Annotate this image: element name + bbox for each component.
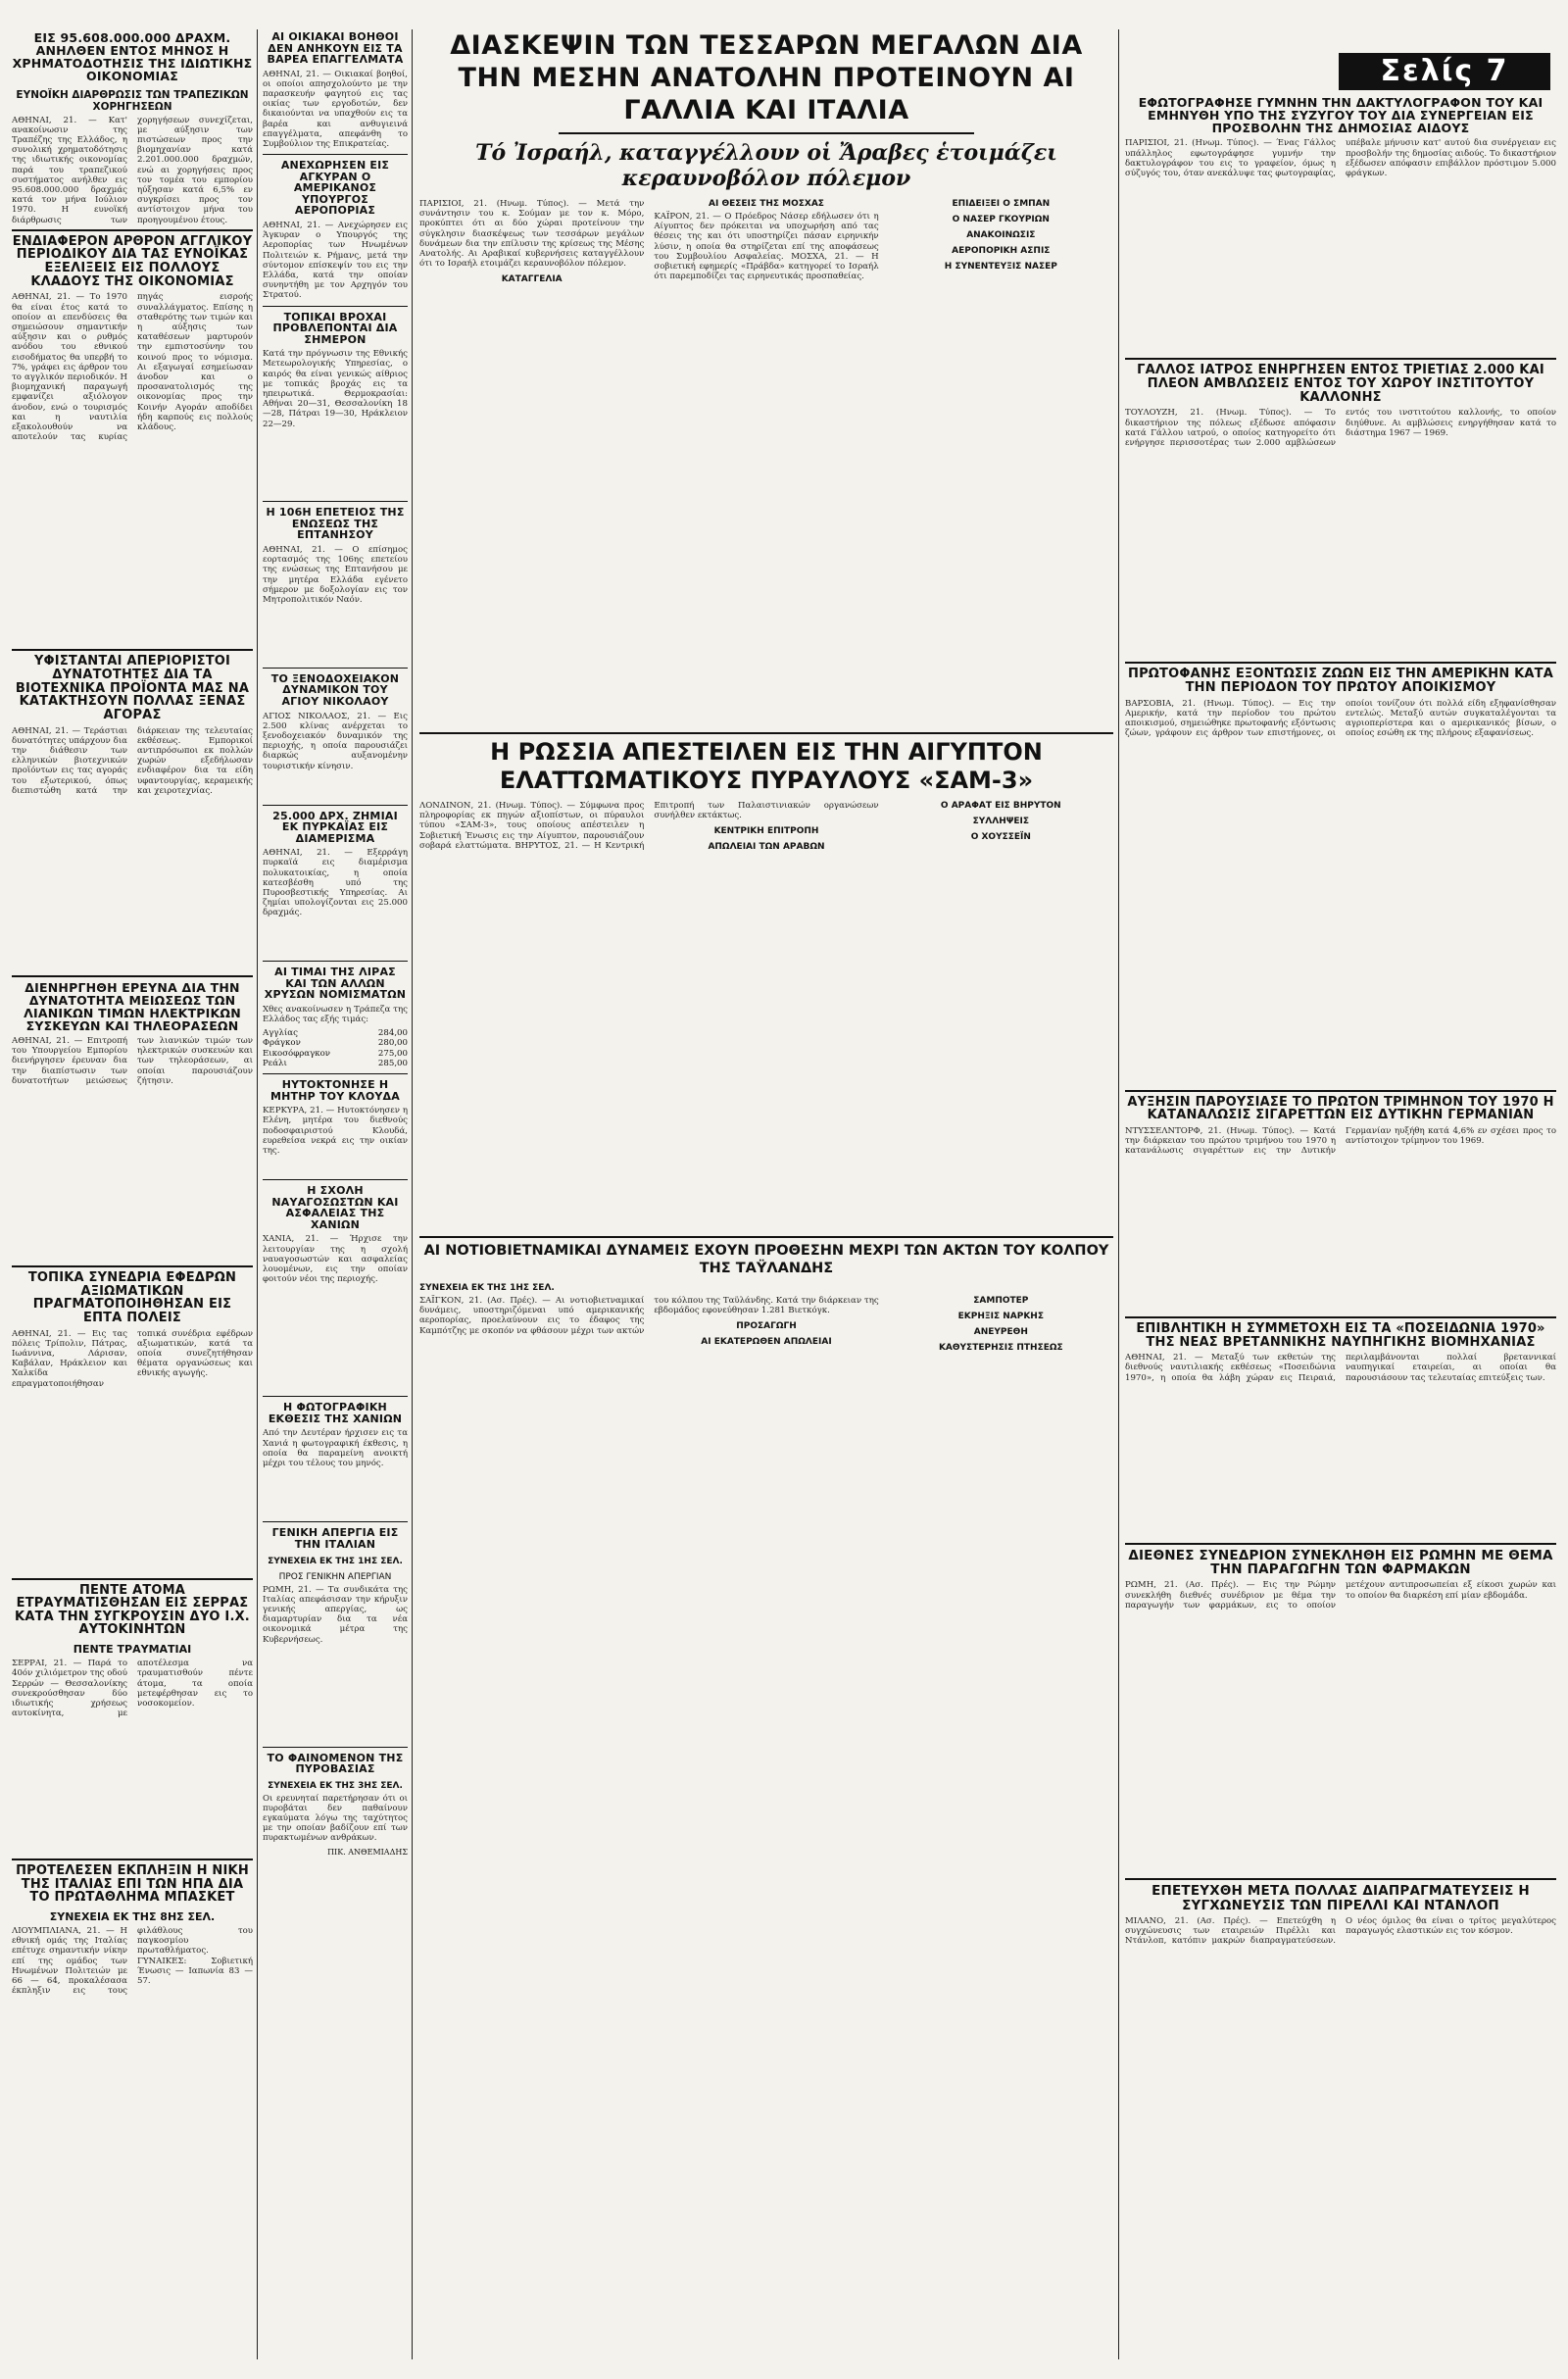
headline: ΤΟΠΙΚΑ ΣΥΝΕΔΡΙΑ ΕΦΕΔΡΩΝ ΑΞΙΩΜΑΤΙΚΩΝ ΠΡΑΓΜΑΤΟΠΟΙΗΘΗΣΑΝ ΕΙΣ ΕΠΤΑ ΠΟΛΕΙΣ bbox=[27, 1270, 237, 1325]
center-block bbox=[419, 29, 1113, 2362]
coin-price: 280,00 bbox=[377, 1038, 408, 1049]
article-body: ΠΑΡΙΣΙΟΙ, 21. (Ηνωμ. Τύπος). — Ένας Γάλλος υπάλληλος εφωτογράφησε γυμνήν την δακτυλογράφον του εις το γραφείον, όμως η σύζυγός του, όταν ανεκάλυψε τας φωτογραφίας, υπέβαλε μήνυσιν κατ' αυτού δια συνέργειαν εις προσβολήν της δημοσίας αιδούς. Το δικαστήριον εξέδωσεν απόφασιν επιβάλλον πρόστιμον 5.000 φράγκων. bbox=[1125, 138, 1556, 178]
gold-price-table bbox=[263, 1028, 408, 1068]
article-body: ΣΑΪΓΚΟΝ, 21. (Ασ. Πρές). — Αι νοτιοβιετναμικαί δυνάμεις, υποστηριζόμεναι υπό αμερικανικής αεροπορίας, προελαύνουν εις το έδαφος της Καμπότζης με σκοπόν να φθάσουν μέχρι των ακτών του κόλπου της Ταϋλάνδης. Κατά την διάρκειαν της εβδομάδος εφονεύθησαν 1.281 Βιετκόγκ. bbox=[419, 1296, 879, 1336]
headline: ΤΟ ΦΑΙΝΟΜΕΝΟΝ ΤΗΣ ΠΥΡΟΒΑΣΙΑΣ bbox=[267, 1751, 404, 1776]
coin-name: Ρεάλι bbox=[263, 1058, 287, 1068]
subheadline: ΑΝΑΚΟΙΝΩΣΙΣ bbox=[966, 230, 1036, 240]
subheadline: ΕΥΝΟΪΚΗ ΔΙΑΡΘΡΩΣΙΣ ΤΩΝ ΤΡΑΠΕΖΙΚΩΝ ΧΟΡΗΓΗΣΕΩΝ bbox=[16, 88, 249, 113]
article-body: ΣΕΡΡΑΙ, 21. — Παρά το 40όν χιλιόμετρον της οδού Σερρών — Θεσσαλονίκης συνεκρούσθησαν δύο ιδιωτικής χρήσεως αυτοκίνητα, με αποτέλεσμα να τραυματισθούν πέντε άτομα, τα οποία μετεφέρθησαν εις το νοσοκομείον. bbox=[12, 1659, 253, 1719]
article-body: Χθες ανακοίνωσεν η Τράπεζα της Ελλάδος τας εξής τιμάς: bbox=[263, 1004, 408, 1025]
headline: ΓΕΝΙΚΗ ΑΠΕΡΓΙΑ ΕΙΣ ΤΗΝ ΙΤΑΛΙΑΝ bbox=[271, 1526, 399, 1551]
main-article bbox=[419, 199, 1113, 728]
subheadline: ΚΕΝΤΡΙΚΗ ΕΠΙΤΡΟΠΗ bbox=[713, 826, 819, 837]
main-headline: ΔΙΑΣΚΕΨΙΝ ΤΩΝ ΤΕΣΣΑΡΩΝ ΜΕΓΑΛΩΝ ΔΙΑ ΤΗΝ ΜΕΣΗΝ ΑΝΑΤΟΛΗΝ ΠΡΟΤΕΙΝΟΥΝ ΑΙ ΓΑΛΛΙΑ ΚΑΙ ΙΤΑΛΙΑ bbox=[450, 30, 1083, 125]
subheadline: Ο ΑΡΑΦΑΤ ΕΙΣ ΒΗΡΥΤΟΝ bbox=[940, 801, 1061, 811]
subheadline: Η ΣΥΝΕΝΤΕΥΞΙΣ ΝΑΣΕΡ bbox=[944, 262, 1057, 272]
headline: 25.000 ΔΡΧ. ΖΗΜΙΑΙ ΕΚ ΠΥΡΚΑΪΑΣ ΕΙΣ ΔΙΑΜΕΡΙΣΜΑ bbox=[272, 809, 398, 845]
article-body: ΚΑΪΡΟΝ, 21. — Ο Πρόεδρος Νάσερ εδήλωσεν ότι η Αίγυπτος δεν πρόκειται να υποχωρήση από τας θέσεις της και ότι υποστηρίζει πάσαν ειρηνικήν λύσιν, η οποία θα στηρίζεται επί της αποφάσεως του Συμβουλίου Ασφαλείας. ΜΟΣΧΑ, 21. — Η σοβιετική εφημερίς «Πράβδα» κατηγορεί το Ισραήλ ότι παρεμποδίζει τας ειρηνευτικάς προσπαθείας. bbox=[654, 212, 879, 282]
subheadline: ΣΥΝΕΧΕΙΑ ΕΚ ΤΗΣ 3ΗΣ ΣΕΛ. bbox=[268, 1780, 403, 1791]
gold-price-row bbox=[263, 1038, 408, 1048]
article-body: ΡΩΜΗ, 21. — Τα συνδικάτα της Ιταλίας απεφάσισαν την κήρυξιν γενικής απεργίας, ως διαμαρτυρίαν δια τα νέα οικονομικά μέτρα της Κυβερνήσεως. bbox=[263, 1584, 408, 1645]
article-body: ΑΘΗΝΑΙ, 21. — Κατ' ανακοίνωσιν της Τραπέζης της Ελλάδος, η συνολική χρηματοδότησις της ιδιωτικής οικονομίας παρά του τραπεζικού συστήματος ανήλθεν εις 95.608.000.000 δραχμάς κατά τον μήνα Ιούλιον 1970. Η ευνοϊκή διάρθρωσις των χορηγήσεων συνεχίζεται, με αύξησιν των πιστώσεων προς την βιομηχανίαν κατά 2.201.000.000 δραχμών, ενώ αι χορηγήσεις προς τον τομέα του εμπορίου ηύξησαν κατά 6,5% εν συγκρίσει προς τον αντίστοιχον μήνα του προηγουμένου έτους. bbox=[12, 115, 253, 225]
headline: ΑΥΞΗΣΙΝ ΠΑΡΟΥΣΙΑΣΕ ΤΟ ΠΡΩΤΟΝ ΤΡΙΜΗΝΟΝ ΤΟΥ 1970 Η ΚΑΤΑΝΑΛΩΣΙΣ ΣΙΓΑΡΕΤΤΩΝ ΕΙΣ ΔΥΤΙΚΗΝ ΓΕΡΜΑΝΙΑΝ bbox=[1127, 1094, 1554, 1123]
subheadline: ΚΑΘΥΣΤΕΡΗΣΙΣ ΠΤΗΣΕΩΣ bbox=[938, 1343, 1063, 1353]
article-body: ΑΘΗΝΑΙ, 21. — Επιτροπή του Υπουργείου Εμπορίου διενήργησεν έρευναν δια την διαπίστωσιν των δυνατοτήτων μειώσεως των λιανικών τιμών των ηλεκτρικών συσκευών και των τηλεοράσεων, αι οποίαι παρουσιάζουν ζήτησιν. bbox=[12, 1036, 253, 1086]
article-body: Από την Δευτέραν ήρχισεν εις τα Χανιά η φωτογραφική έκθεσις, η οποία θα παραμείνη ανοικτή μέχρι του τέλους του μηνός. bbox=[263, 1428, 408, 1469]
article-body: ΑΘΗΝΑΙ, 21. — Μεταξύ των εκθετών της διεθνούς ναυτιλιακής εκθέσεως «Ποσειδώνια 1970», η οποία θα λάβη χώραν εις Πειραιά, περιλαμβάνονται πολλαί βρεταννικαί ναυπηγικαί εταιρείαι, αι οποίαι θα παρουσιάσουν τας τελευταίας επιτεύξεις των. bbox=[1125, 1353, 1556, 1383]
page-number-label: Σελίς 7 bbox=[1339, 53, 1550, 90]
subheadline: ΑΕΡΟΠΟΡΙΚΗ ΑΣΠΙΣ bbox=[952, 246, 1051, 256]
third-article bbox=[419, 1296, 1113, 1806]
article-body: ΒΑΡΣΟΒΙΑ, 21. (Ηνωμ. Τύπος). — Εις την Αμερικήν, κατά την περίοδον του πρώτου αποικισμού, σημειώθηκε πρωτοφανής εξόντωσις ζώων, γράφουν εις άρθρον των επιστήμονες, οι οποίοι τονίζουν ότι πολλά είδη εξηφανίσθησαν εντελώς. Μεταξύ αυτών συγκαταλέγονται τα αγριοπερίστερα και ο αμερικανικός βίσων, ο οποίος εσώθη εκ της πλήρους εξαφανίσεως. bbox=[1125, 698, 1556, 739]
article-body: ΛΟΝΔΙΝΟΝ, 21. (Ηνωμ. Τύπος). — Σύμφωνα προς πληροφορίας εκ πηγών αξιοπίστων, οι πύραυλοι τύπου «ΣΑΜ-3», τους οποίους απέστειλεν η Σοβιετική Ένωσις εις την Αίγυπτον, παρουσιάζουν σοβαρά ελαττώματα. ΒΗΡΥΤΟΣ, 21. — Η Κεντρική Επιτροπή των Παλαιστινιακών οργανώσεων συνήλθεν εκτάκτως. bbox=[419, 801, 879, 851]
subheadline: ΑΠΩΛΕΙΑΙ ΤΩΝ ΑΡΑΒΩΝ bbox=[708, 842, 825, 853]
subheadline: ΕΚΡΗΞΙΣ ΝΑΡΚΗΣ bbox=[957, 1312, 1044, 1321]
headline: Η ΦΩΤΟΓΡΑΦΙΚΗ ΕΚΘΕΣΙΣ ΤΗΣ ΧΑΝΙΩΝ bbox=[268, 1401, 403, 1425]
coin-name: Φράγκον bbox=[263, 1038, 301, 1049]
headline: ΤΟ ΞΕΝΟΔΟΧΕΙΑΚΟΝ ΔΥΝΑΜΙΚΟΝ ΤΟΥ ΑΓΙΟΥ ΝΙΚΟΛΑΟΥ bbox=[270, 671, 400, 708]
article-body: ΜΙΛΑΝΟ, 21. (Ασ. Πρές). — Επετεύχθη η συγχώνευσις των εταιρειών Πιρέλλι και Ντάνλοπ, κατόπιν μακρών διαπραγματεύσεων. Ο νέος όμιλος θα είναι ο τρίτος μεγαλύτερος παραγωγός ελαστικών εις τον κόσμον. bbox=[1125, 1915, 1556, 1947]
headline: ΕΦΩΤΟΓΡΑΦΗΣΕ ΓΥΜΝΗΝ ΤΗΝ ΔΑΚΤΥΛΟΓΡΑΦΟΝ ΤΟΥ ΚΑΙ ΕΜΗΝΥΘΗ ΥΠΟ ΤΗΣ ΣΥΖΥΓΟΥ ΤΟΥ ΔΙΑ ΣΥΝΕΡΓΕΙΑΝ ΕΙΣ ΠΡΟΣΒΟΛΗΝ ΤΗΣ ΔΗΜΟΣΙΑΣ ΑΙΔΟΥΣ bbox=[1138, 95, 1544, 136]
subheadline: ΣΥΝΕΧΕΙΑ ΕΚ ΤΗΣ 8ΗΣ ΣΕΛ. bbox=[49, 1910, 216, 1924]
headline: ΑΙ ΤΙΜΑΙ ΤΗΣ ΛΙΡΑΣ ΚΑΙ ΤΩΝ ΑΛΛΩΝ ΧΡΥΣΩΝ ΝΟΜΙΣΜΑΤΩΝ bbox=[264, 966, 407, 1002]
headline: ΑΙ ΟΙΚΙΑΚΑΙ ΒΟΗΘΟΙ ΔΕΝ ΑΝΗΚΟΥΝ ΕΙΣ ΤΑ ΒΑΡΕΑ ΕΠΑΓΓΕΛΜΑΤΑ bbox=[267, 30, 404, 67]
column-2 bbox=[263, 29, 408, 2362]
byline: ΠΙΚ. ΑΝΘΕΜΙΑΔΗΣ bbox=[327, 1847, 408, 1857]
headline: ΕΙΣ 95.608.000.000 ΔΡΑΧΜ. ΑΝΗΛΘΕΝ ΕΝΤΟΣ ΜΗΝΟΣ Η ΧΡΗΜΑΤΟΔΟΤΗΣΙΣ ΤΗΣ ΙΔΙΩΤΙΚΗΣ ΟΙΚΟΝΟΜΙΑΣ bbox=[12, 30, 253, 84]
column-rule bbox=[412, 29, 413, 2359]
subheadline: ΕΠΙΔΕΙΞΕΙ Ο ΣΜΠΑΝ bbox=[952, 199, 1051, 209]
article-body: Κατά την πρόγνωσιν της Εθνικής Μετεωρολογικής Υπηρεσίας, ο καιρός θα είναι γενικώς αίθριος με τοπικάς βροχάς εις τα ηπειρωτικά. Θερμοκρασίαι: Αθήναι 20—31, Θεσσαλονίκη 18—28, Πάτραι 19—30, Ηράκλειον 22—29. bbox=[263, 349, 408, 429]
article-body: ΡΩΜΗ, 21. (Ασ. Πρές). — Εις την Ρώμην συνεκλήθη διεθνές συνέδριον με θέμα την παραγωγήν των φαρμάκων, εις το οποίον μετέχουν αντιπροσωπείαι εξ είκοσι χωρών και το οποίον θα διαρκέση επί μίαν εβδομάδα. bbox=[1125, 1580, 1556, 1611]
subheadline: ΣΥΝΕΧΕΙΑ ΕΚ ΤΗΣ 1ΗΣ ΣΕΛ. bbox=[419, 1283, 555, 1293]
column-right bbox=[1125, 94, 1556, 2363]
subheadline: ΑΙ ΕΚΑΤΕΡΩΘΕΝ ΑΠΩΛΕΙΑΙ bbox=[701, 1337, 832, 1348]
subheadline: ΣΥΝΕΧΕΙΑ ΕΚ ΤΗΣ 1ΗΣ ΣΕΛ. bbox=[268, 1556, 403, 1566]
coin-price: 285,00 bbox=[377, 1058, 408, 1068]
headline: ΔΙΕΝΗΡΓΗΘΗ ΕΡΕΥΝΑ ΔΙΑ ΤΗΝ ΔΥΝΑΤΟΤΗΤΑ ΜΕΙΩΣΕΩΣ ΤΩΝ ΛΙΑΝΙΚΩΝ ΤΙΜΩΝ ΗΛΕΚΤΡΙΚΩΝ ΣΥΣΚΕΥΩΝ ΚΑΙ ΤΗΛΕΟΡΑΣΕΩΝ bbox=[24, 979, 241, 1033]
subheadline: ΣΥΛΛΗΨΕΙΣ bbox=[972, 817, 1030, 826]
coin-name: Εικοσόφραγκον bbox=[263, 1048, 331, 1059]
article-body: ΑΘΗΝΑΙ, 21. — Το 1970 θα είναι έτος κατά το οποίον αι επενδύσεις θα σημειώσουν σημαντικήν αύξησιν και ο ρυθμός ανόδου του εθνικού εισοδήματος θα υπερβή το 7%, γράφει εις άρθρον του το αγγλικόν περιοδικόν. Η βιομηχανική παραγωγή εμφανίζει αξιόλογον άνοδον, ενώ ο τουρισμός και η ναυτιλία εξακολουθούν να αποτελούν τας κυρίας πηγάς εισροής συναλλάγματος. Επίσης η σταθερότης των τιμών και η αύξησις των καταθέσεων μαρτυρούν την εμπιστοσύνην του κοινού προς το νόμισμα. Αι εξαγωγαί εσημείωσαν άνοδον και ο προσανατολισμός της οικονομίας προς την Κοινήν Αγοράν αποδίδει ήδη καρπούς εις πολλούς κλάδους. bbox=[12, 292, 253, 443]
gold-price-row bbox=[263, 1049, 408, 1059]
subheadline: ΚΑΤΑΓΓΕΛΙΑ bbox=[501, 274, 563, 285]
article-body: ΑΘΗΝΑΙ, 21. — Εις τας πόλεις Τρίπολιν, Πάτρας, Ιωάννινα, Λάρισαν, Καβάλαν, Ηράκλειον και Χαλκίδα επραγματοποιήθησαν τοπικά συνέδρια εφέδρων αξιωματικών, κατά τα οποία συνεζητήθησαν θέματα οργανώσεως και εθνικής αγωγής. bbox=[12, 1328, 253, 1389]
main-subheadline: Τό Ἰσραήλ, καταγγέλλουν οἱ Ἄραβες ἑτοιμάζει κεραυνοβόλον πόλεμον bbox=[475, 140, 1057, 191]
headline: ΥΦΙΣΤΑΝΤΑΙ ΑΠΕΡΙΟΡΙΣΤΟΙ ΔΥΝΑΤΟΤΗΤΕΣ ΔΙΑ ΤΑ ΒΙΟΤΕΧΝΙΚΑ ΠΡΟΪΟΝΤΑ ΜΑΣ ΝΑ ΚΑΤΑΚΤΗΣΟΥΝ ΠΟΛΛΑΣ ΞΕΝΑΣ ΑΓΟΡΑΣ bbox=[15, 654, 250, 722]
article-body: ΑΘΗΝΑΙ, 21. — Εξερράγη πυρκαϊά εις διαμέρισμα πολυκατοικίας, η οποία κατεσβέσθη υπό της Πυροσβεστικής Υπηρεσίας. Αι ζημίαι υπολογίζονται εις 25.000 δραχμάς. bbox=[263, 848, 408, 918]
gold-price-row bbox=[263, 1059, 408, 1068]
subheadline: ΑΝΕΥΡΕΘΗ bbox=[973, 1327, 1028, 1337]
article-body: ΑΓΙΟΣ ΝΙΚΟΛΑΟΣ, 21. — Εις 2.500 κλίνας ανέρχεται το ξενοδοχειακόν δυναμικόν της περιοχής, η οποία παρουσιάζει διαρκώς αυξανομένην τουριστικήν κίνησιν. bbox=[263, 711, 408, 771]
third-headline: ΑΙ ΝΟΤΙΟΒΙΕΤΝΑΜΙΚΑΙ ΔΥΝΑΜΕΙΣ ΕΧΟΥΝ ΠΡΟΘΕΣΗΝ ΜΕΧΡΙ ΤΩΝ ΑΚΤΩΝ ΤΟΥ ΚΟΛΠΟΥ ΤΗΣ ΤΑΫΛΑΝΔΗΣ bbox=[423, 1243, 1109, 1276]
subheadline: ΑΙ ΘΕΣΕΙΣ ΤΗΣ ΜΟΣΧΑΣ bbox=[709, 199, 824, 209]
article-body: ΤΟΥΛΟΥΖΗ, 21. (Ηνωμ. Τύπος). — Το δικαστήριον της πόλεως εξέδωσε απόφασιν κατά Γάλλου ιατρού, ο οποίος κατηγορείτο ότι ενήργησε περισσοτέρας των 2.000 αμβλώσεων εντός του ινστιτούτου καλλονής, το οποίον διηύθυνε. Αι αμβλώσεις ενηργήθησαν κατά το διάστημα 1967 — 1969. bbox=[1125, 408, 1556, 448]
column-rule bbox=[257, 29, 258, 2359]
headline: Η 106Η ΕΠΕΤΕΙΟΣ ΤΗΣ ΕΝΩΣΕΩΣ ΤΗΣ ΕΠΤΑΝΗΣΟΥ bbox=[266, 506, 405, 542]
headline: ΠΕΝΤΕ ΑΤΟΜΑ ΕΤΡΑΥΜΑΤΙΣΘΗΣΑΝ ΕΙΣ ΣΕΡΡΑΣ ΚΑΤΑ ΤΗΝ ΣΥΓΚΡΟΥΣΙΝ ΔΥΟ Ι.Χ. ΑΥΤΟΚΙΝΗΤΩΝ bbox=[15, 1582, 250, 1638]
article-body: ΝΤΥΣΣΕΛΝΤΟΡΦ, 21. (Ηνωμ. Τύπος). — Κατά την διάρκειαν του πρώτου τριμήνου του 1970 η κατανάλωσις σιγαρέττων εις την Δυτικήν Γερμανίαν ηυξήθη κατά 4,6% εν σχέσει προς το αντίστοιχον τρίμηνον του 1969. bbox=[1125, 1125, 1556, 1157]
headline: ΑΝΕΧΩΡΗΣΕΝ ΕΙΣ ΑΓΚΥΡΑΝ Ο ΑΜΕΡΙΚΑΝΟΣ ΥΠΟΥΡΓΟΣ ΑΕΡΟΠΟΡΙΑΣ bbox=[280, 159, 390, 218]
headline: ΠΡΟΤΕΛΕΣΕΝ ΕΚΠΛΗΞΙΝ Η ΝΙΚΗ ΤΗΣ ΙΤΑΛΙΑΣ ΕΠΙ ΤΩΝ ΗΠΑ ΔΙΑ ΤΟ ΠΡΩΤΑΘΛΗΜΑ ΜΠΑΣΚΕΤ bbox=[16, 1863, 249, 1906]
headline: Η ΣΧΟΛΗ ΝΑΥΑΓΟΣΩΣΤΩΝ ΚΑΙ ΑΣΦΑΛΕΙΑΣ ΤΗΣ ΧΑΝΙΩΝ bbox=[271, 1184, 399, 1231]
article-body: ΑΘΗΝΑΙ, 21. — Ανεχώρησεν εις Άγκυραν ο Υπουργός της Αεροπορίας των Ηνωμένων Πολιτειών κ. Ρήμανς, μετά την σύντομον επίσκεψίν του εις την Ελλάδα, κατά την οποίαν συνηντήθη με τον Αρχηγόν του Στρατού. bbox=[263, 221, 408, 301]
article-body: ΑΘΗΝΑΙ, 21. — Ο επίσημος εορτασμός της 106ης επετείου της ενώσεως της Επτανήσου με την μητέρα Ελλάδα εγένετο σήμερον με δοξολογίαν εις τον Μητροπολιτικόν Ναόν. bbox=[263, 544, 408, 605]
article-body: ΚΕΡΚΥΡΑ, 21. — Ηυτοκτόνησεν η Ελένη, μητέρα του διεθνούς ποδοσφαιριστού Κλουδά, ευρεθείσα νεκρά εις την οικίαν της. bbox=[263, 1106, 408, 1156]
column-rule bbox=[1118, 29, 1119, 2359]
subheadline: ΣΑΜΠΟΤΕΡ bbox=[973, 1296, 1029, 1306]
column-1 bbox=[12, 29, 253, 2362]
headline: ΗΥΤΟΚΤΟΝΗΣΕ Η ΜΗΤΗΡ ΤΟΥ ΚΛΟΥΔΑ bbox=[270, 1078, 400, 1103]
headline: ΕΝΔΙΑΦΕΡΟΝ ΑΡΘΡΟΝ ΑΓΓΛΙΚΟΥ ΠΕΡΙΟΔΙΚΟΥ ΔΙΑ ΤΑΣ ΕΥΝΟΪΚΑΣ ΕΞΕΛΙΞΕΙΣ ΕΙΣ ΠΟΛΛΟΥΣ ΚΛΑΔΟΥΣ ΤΗΣ ΟΙΚΟΝΟΜΙΑΣ bbox=[12, 233, 253, 289]
article-body: Οι ερευνηταί παρετήρησαν ότι οι πυροβάται δεν παθαίνουν εγκαύματα λόγω της ταχύτητος με την οποίαν βαδίζουν επί των πυρακτωμένων ανθράκων. bbox=[263, 1793, 408, 1844]
article-body: ΑΘΗΝΑΙ, 21. — Οικιακαί βοηθοί, οι οποίοι απησχολούντο με την παρασκευήν φαγητού εις τας οικίας των εργοδοτών, δεν δικαιούνται να υπαχθούν εις τα βαρέα και ανθυγιεινά επαγγέλματα, απεφάνθη το Συμβούλιον της Επικρατείας. bbox=[263, 69, 408, 150]
coin-price: 275,00 bbox=[377, 1048, 408, 1059]
coin-name: Αγγλίας bbox=[263, 1028, 298, 1039]
subheadline: ΠΕΝΤΕ ΤΡΑΥΜΑΤΙΑΙ bbox=[73, 1643, 192, 1657]
secondary-headline: Η ΡΩΣΣΙΑ ΑΠΕΣΤΕΙΛΕΝ ΕΙΣ ΤΗΝ ΑΙΓΥΠΤΟΝ ΕΛΑΤΤΩΜΑΤΙΚΟΥΣ ΠΥΡΑΥΛΟΥΣ «ΣΑΜ-3» bbox=[490, 738, 1043, 794]
subheadline: ΠΡΟΣΑΓΩΓΗ bbox=[736, 1321, 797, 1332]
headline: ΕΠΙΒΛΗΤΙΚΗ Η ΣΥΜΜΕΤΟΧΗ ΕΙΣ ΤΑ «ΠΟΣΕΙΔΩΝΙΑ 1970» ΤΗΣ ΝΕΑΣ ΒΡΕΤΑΝΝΙΚΗΣ ΝΑΥΠΗΓΙΚΗΣ ΒΙΟΜΗΧΑΝΙΑΣ bbox=[1136, 1320, 1545, 1350]
coin-price: 284,00 bbox=[377, 1028, 408, 1039]
gold-price-row bbox=[263, 1028, 408, 1038]
article-body: ΑΘΗΝΑΙ, 21. — Τεράστιαι δυνατότητες υπάρχουν δια την διάθεσιν των ελληνικών βιοτεχνικών προϊόντων εις τας αγοράς του εξωτερικού, όπως διεπιστώθη κατά την διάρκειαν της τελευταίας εκθέσεως. Εμπορικοί αντιπρόσωποι εκ πολλών χωρών εξεδήλωσαν ενδιαφέρον δια τα είδη υφαντουργίας, κεραμεικής και χειροτεχνίας. bbox=[12, 725, 253, 796]
article-body: ΧΑΝΙΑ, 21. — Ήρχισε την λειτουργίαν της η σχολή ναυαγοσωστών και ασφαλείας λουομένων, εις την οποίαν φοιτούν νέοι της περιοχής. bbox=[263, 1234, 408, 1285]
subheadline: Ο ΝΑΣΕΡ ΓΚΟΥΡΙΩΝ bbox=[952, 215, 1050, 224]
subheadline: Ο ΧΟΥΣΣΕΪΝ bbox=[970, 832, 1031, 842]
article-body: ΠΑΡΙΣΙΟΙ, 21. (Ηνωμ. Τύπος). — Μετά την συνάντησιν του κ. Σούμαν με τον κ. Μόρο, προκύπτει ότι αι δύο χώραι προτείνουν την σύγκλησιν διασκέψεως των τεσσάρων μεγάλων δυνάμεων δια την επίλυσιν της κρίσεως της Μέσης Ανατολής. Αι Αραβικαί κυβερνήσεις καταγγέλλουν ότι το Ισραήλ ετοιμάζει κεραυνοβόλον πόλεμον. bbox=[419, 199, 645, 270]
headline: ΠΡΩΤΟΦΑΝΗΣ ΕΞΟΝΤΩΣΙΣ ΖΩΩΝ ΕΙΣ ΤΗΝ ΑΜΕΡΙΚΗΝ ΚΑΤΑ ΤΗΝ ΠΕΡΙΟΔΟΝ ΤΟΥ ΠΡΩΤΟΥ ΑΠΟΙΚΙΣΜΟΥ bbox=[1127, 667, 1553, 695]
subheadline: ΠΡΟΣ ΓΕΝΙΚΗΝ ΑΠΕΡΓΙΑΝ bbox=[278, 1571, 392, 1582]
headline: ΕΠΕΤΕΥΧΘΗ ΜΕΤΑ ΠΟΛΛΑΣ ΔΙΑΠΡΑΓΜΑΤΕΥΣΕΙΣ Η ΣΥΓΧΩΝΕΥΣΙΣ ΤΩΝ ΠΙΡΕΛΛΙ ΚΑΙ ΝΤΑΝΛΟΠ bbox=[1152, 1883, 1530, 1913]
headline: ΤΟΠΙΚΑΙ ΒΡΟΧΑΙ ΠΡΟΒΛΕΠΟΝΤΑΙ ΔΙΑ ΣΗΜΕΡΟΝ bbox=[272, 310, 398, 346]
article-body: ΛΙΟΥΜΠΛΙΑΝΑ, 21. — Η εθνική ομάς της Ιταλίας επέτυχε σημαντικήν νίκην επί της ομάδος των Ηνωμένων Πολιτειών με 66 — 64, προκαλέσασα έκπληξιν εις τους φιλάθλους του παγκοσμίου πρωταθλήματος. ΓΥΝΑΙΚΕΣ: Σοβιετική Ένωσις — Ιαπωνία 83 — 57. bbox=[12, 1926, 253, 1997]
secondary-article bbox=[419, 801, 1113, 1232]
headline: ΔΙΕΘΝΕΣ ΣΥΝΕΔΡΙΟΝ ΣΥΝΕΚΛΗΘΗ ΕΙΣ ΡΩΜΗΝ ΜΕ ΘΕΜΑ ΤΗΝ ΠΑΡΑΓΩΓΗΝ ΤΩΝ ΦΑΡΜΑΚΩΝ bbox=[1128, 1548, 1553, 1578]
headline: ΓΑΛΛΟΣ ΙΑΤΡΟΣ ΕΝΗΡΓΗΣΕΝ ΕΝΤΟΣ ΤΡΙΕΤΙΑΣ 2.000 ΚΑΙ ΠΛΕΟΝ ΑΜΒΛΩΣΕΙΣ ΕΝΤΟΣ ΤΟΥ ΧΩΡΟΥ ΙΝΣΤΙΤΟΥΤΟΥ ΚΑΛΛΟΝΗΣ bbox=[1137, 363, 1544, 405]
